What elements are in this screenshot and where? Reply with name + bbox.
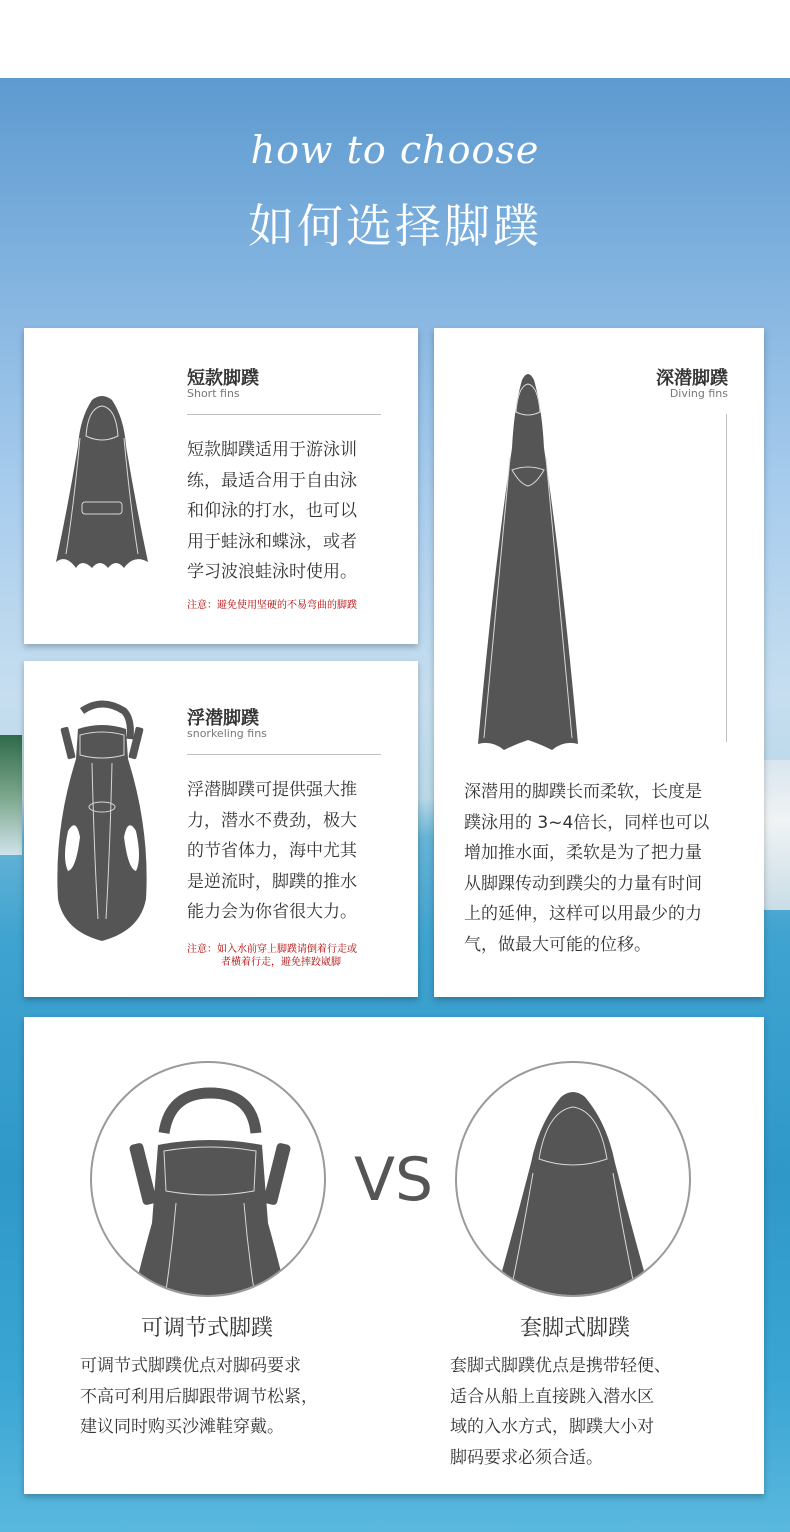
full-foot-fin-circle xyxy=(455,1061,691,1297)
short-fins-description: 短款脚蹼适用于游泳训 练，最适合用于自由泳 和仰泳的打水，也可以 用于蛙泳和蝶泳，或者 学习波浪蛙泳时使用。 xyxy=(187,440,357,582)
page-title: 如何选择脚蹼 xyxy=(248,199,542,253)
script-heading: how to choose xyxy=(250,128,540,172)
snorkeling-fins-description: 浮潜脚蹼可提供强大推 力，潜水不费劲，极大 的节省体力，海中尤其 是逆流时，脚蹼的推水 能力会为你省很大力。 xyxy=(187,780,357,922)
snorkeling-fin-icon xyxy=(52,699,152,943)
adjustable-fin-circle xyxy=(90,1061,326,1297)
shore-scenery-left xyxy=(0,735,22,855)
diving-fins-subtitle: Diving fins xyxy=(669,387,728,400)
short-fins-title: 短款脚蹼 xyxy=(187,368,259,389)
diving-fins-divider xyxy=(726,414,727,742)
versus-label: VS xyxy=(354,1145,434,1215)
adjustable-fins-title: 可调节式脚蹼 xyxy=(140,1316,273,1341)
adjustable-fin-icon xyxy=(92,1063,324,1295)
full-foot-fin-icon xyxy=(457,1063,689,1295)
top-margin xyxy=(0,0,790,78)
comparison-card xyxy=(24,1017,764,1494)
adjustable-fins-description: 可调节式脚蹼优点对脚码要求 不高可利用后脚跟带调节松紧， 建议同时购买沙滩鞋穿戴。 xyxy=(80,1356,318,1437)
diving-fin-icon xyxy=(474,368,582,754)
diving-fins-title: 深潜脚蹼 xyxy=(656,368,728,389)
diving-fins-description: 深潜用的脚蹼长而柔软，长度是 蹼泳用的 3~4倍长，同样也可以 增加推水面，柔软是为了把力量 从脚踝传动到蹼尖的力量有时间 上的延伸，这样可以用最少的力 气，做最大可能的位移。 xyxy=(464,782,710,955)
snorkeling-fins-title: 浮潜脚蹼 xyxy=(187,708,259,729)
snorkeling-fins-card xyxy=(24,661,418,997)
short-fins-note: 注意：避免使用坚硬的不易弯曲的脚蹼 xyxy=(187,600,357,611)
full-foot-fins-description: 套脚式脚蹼优点是携带轻便、 适合从船上直接跳入潜水区 域的入水方式，脚蹼大小对 脚码要求必须合适。 xyxy=(450,1356,671,1468)
snorkeling-fins-divider xyxy=(187,754,381,755)
short-fins-subtitle: Short fins xyxy=(187,387,240,400)
diving-fins-card xyxy=(434,328,764,997)
short-fins-card xyxy=(24,328,418,644)
snorkeling-fins-subtitle: snorkeling fins xyxy=(187,727,267,740)
shore-scenery-right xyxy=(764,760,790,910)
short-fins-divider xyxy=(187,414,381,415)
short-fin-icon xyxy=(52,394,152,570)
snorkeling-fins-note: 注意：如入水前穿上脚蹼请倒着行走或 者横着行走，避免摔跤崴脚 xyxy=(187,944,357,968)
full-foot-fins-title: 套脚式脚蹼 xyxy=(519,1316,630,1341)
